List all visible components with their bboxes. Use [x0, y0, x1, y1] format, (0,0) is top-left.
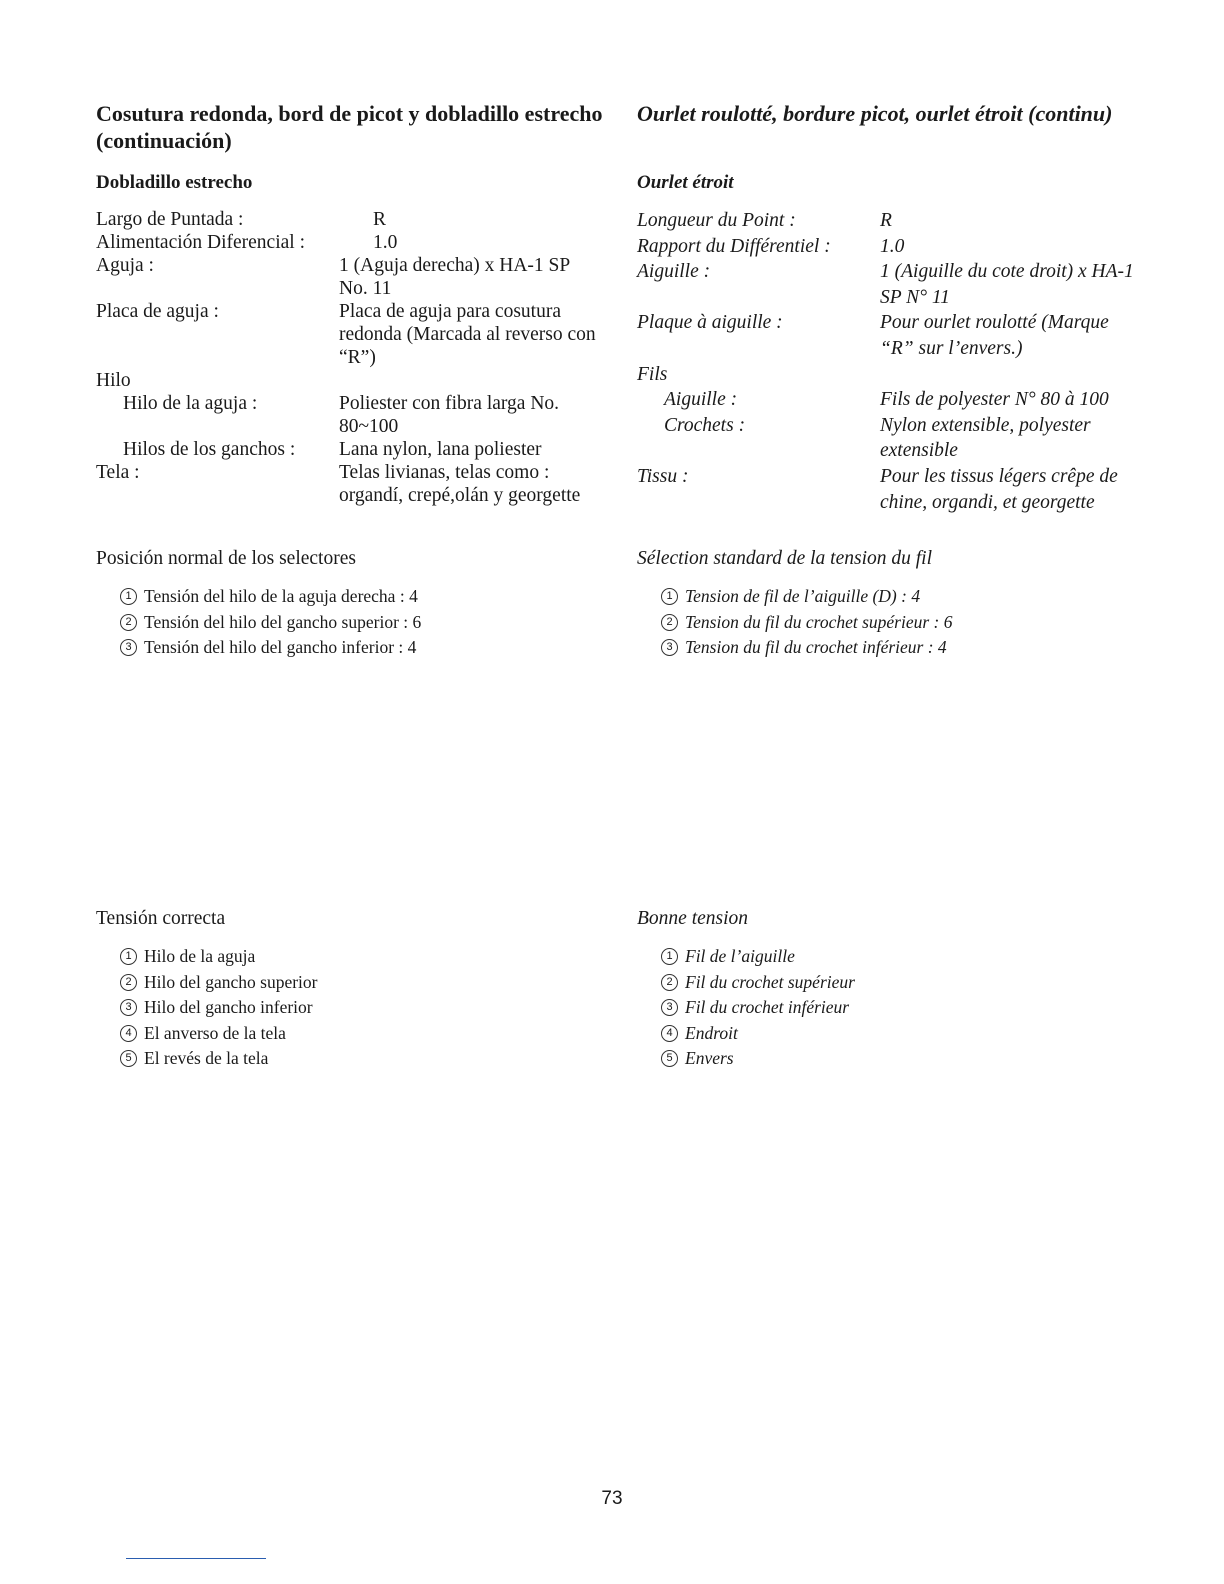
selectors-list-es — [120, 584, 421, 661]
page-number: 73 — [601, 1488, 623, 1509]
spec-value: 1 (Aiguille du cote droit) x HA-1 SP N° 11 — [880, 261, 1134, 308]
list-item — [661, 584, 953, 610]
spec-value: 1 (Aguja derecha) x HA-1 SP No. 11 — [339, 255, 570, 299]
list-item — [661, 1021, 855, 1047]
spec-label: Aguja : — [96, 255, 154, 276]
list-item — [120, 970, 318, 996]
spec-row — [96, 231, 616, 254]
circled-number: 3 — [661, 639, 678, 656]
tension-title-es: Tensión correcta — [96, 908, 226, 929]
circled-number: 4 — [661, 1025, 678, 1042]
spec-label: Hilo — [96, 370, 131, 391]
list-item-text: Fil du crochet inférieur — [685, 997, 850, 1017]
circled-number: 3 — [120, 999, 137, 1016]
spec-row — [96, 438, 616, 461]
page-title-es: Cosutura redonda, bord de picot y dobladillo estrecho (continuación) — [96, 101, 603, 153]
spec-label: Hilo de la aguja : — [123, 393, 258, 414]
spec-row — [96, 300, 616, 369]
list-item — [661, 1046, 855, 1072]
list-item-text: Tension du fil du crochet supérieur : 6 — [685, 611, 953, 632]
spec-value: Placa de aguja para cosutura redonda (Marcada al reverso con “R”) — [339, 301, 596, 368]
spec-table-fr — [637, 208, 1167, 515]
subtitle-es: Dobladillo estrecho — [96, 172, 253, 193]
spec-row — [637, 234, 1167, 260]
list-item — [661, 970, 855, 996]
list-item — [120, 1021, 318, 1047]
list-item-text: Hilo del gancho inferior — [144, 997, 313, 1017]
circled-number: 3 — [661, 999, 678, 1016]
spec-label: Aiguille : — [637, 261, 711, 283]
list-item — [661, 635, 953, 661]
spec-row — [637, 208, 1167, 234]
list-item-text: Envers — [685, 1048, 734, 1068]
spec-value: R — [373, 209, 387, 230]
selectors-list-fr — [661, 584, 953, 661]
list-item-text: Fil du crochet supérieur — [685, 971, 855, 992]
spec-label: Crochets : — [664, 414, 746, 436]
spec-value: Nylon extensible, polyester extensible — [880, 414, 1091, 462]
spec-label: Alimentación Diferencial : — [96, 232, 305, 253]
spec-value: 1.0 — [880, 235, 905, 257]
spec-value: Pour les tissus légers crêpe de chine, organdi, et georgette — [880, 465, 1118, 513]
circled-number: 2 — [120, 614, 137, 631]
tension-title-fr: Bonne tension — [637, 908, 749, 929]
spec-row — [96, 254, 616, 300]
spec-row — [96, 461, 616, 507]
circled-number: 1 — [120, 588, 137, 605]
spec-label: Longueur du Point : — [637, 210, 796, 231]
circled-number: 1 — [661, 948, 678, 965]
circled-number: 3 — [120, 639, 137, 656]
spec-row — [637, 310, 1167, 361]
spec-label: Fils — [637, 363, 668, 385]
circled-number: 2 — [661, 974, 678, 991]
list-item — [120, 584, 421, 610]
spec-row — [637, 413, 1167, 464]
spec-label: Rapport du Différentiel : — [637, 235, 831, 257]
circled-number: 4 — [120, 1025, 137, 1042]
list-item — [120, 944, 318, 970]
circled-number: 5 — [120, 1050, 137, 1067]
circled-number: 1 — [120, 948, 137, 965]
spec-label: Plaque à aiguille : — [637, 312, 783, 334]
spec-value — [880, 362, 1167, 388]
spec-value: Poliester con fibra larga No. 80~100 — [339, 393, 560, 437]
spec-label: Tela : — [96, 462, 140, 483]
footer-rule — [126, 1558, 266, 1559]
spec-value: Telas livianas, telas como : organdí, crepé,olán y georgette — [339, 462, 581, 506]
circled-number: 1 — [661, 588, 678, 605]
spec-row — [637, 387, 1167, 413]
spec-label: Tissu : — [637, 465, 689, 487]
spec-label: Largo de Puntada : — [96, 209, 244, 230]
tension-list-fr — [661, 944, 855, 1072]
circled-number: 2 — [661, 614, 678, 631]
list-item-text: Hilo del gancho superior — [144, 971, 318, 992]
spec-label: Hilos de los ganchos : — [123, 439, 296, 460]
list-item-text: Tension de fil de l’aiguille (D) : 4 — [685, 586, 921, 606]
spec-value: Fils de polyester N° 80 à 100 — [880, 389, 1109, 411]
spec-table-es — [96, 208, 616, 507]
spanish-column — [96, 100, 616, 1068]
spec-row — [96, 392, 616, 438]
circled-number: 2 — [120, 974, 137, 991]
list-item-text: Tensión del hilo del gancho superior : 6 — [144, 611, 422, 632]
circled-number: 5 — [661, 1050, 678, 1067]
list-item-text: Tension du fil du crochet inférieur : 4 — [685, 637, 947, 657]
list-item — [120, 995, 318, 1021]
list-item-text: Fil de l’aiguille — [685, 946, 795, 966]
list-item-text: El revés de la tela — [144, 1048, 269, 1068]
list-item — [661, 610, 953, 636]
spec-row — [637, 464, 1167, 515]
list-item-text: Tensión del hilo del gancho inferior : 4 — [144, 637, 417, 657]
selectors-title-fr: Sélection standard de la tension du fil — [637, 548, 932, 569]
list-item-text: Hilo de la aguja — [144, 946, 256, 966]
spec-row — [637, 362, 1167, 388]
tension-list-es — [120, 944, 318, 1072]
spec-label: Placa de aguja : — [96, 301, 219, 322]
spec-value: R — [880, 210, 892, 231]
spec-value: Lana nylon, lana poliester — [339, 439, 542, 460]
list-item — [661, 995, 855, 1021]
spec-row — [96, 208, 616, 231]
list-item-text: Tensión del hilo de la aguja derecha : 4 — [144, 586, 418, 606]
spec-value: 1.0 — [373, 232, 398, 253]
spec-value: Pour ourlet roulotté (Marque “R” sur l’envers.) — [880, 312, 1109, 359]
spec-label: Aiguille : — [664, 389, 738, 411]
french-column — [637, 100, 1167, 1068]
list-item — [120, 635, 421, 661]
list-item — [120, 610, 421, 636]
list-item — [120, 1046, 318, 1072]
spec-value — [339, 369, 616, 392]
spec-row — [637, 259, 1167, 310]
list-item — [661, 944, 855, 970]
subtitle-fr: Ourlet étroit — [637, 172, 734, 193]
list-item-text: El anverso de la tela — [144, 1022, 286, 1043]
page-title-fr: Ourlet roulotté, bordure picot, ourlet étroit (continu) — [637, 101, 1113, 126]
spec-row — [96, 369, 616, 392]
selectors-title-es: Posición normal de los selectores — [96, 548, 356, 569]
list-item-text: Endroit — [685, 1022, 738, 1043]
